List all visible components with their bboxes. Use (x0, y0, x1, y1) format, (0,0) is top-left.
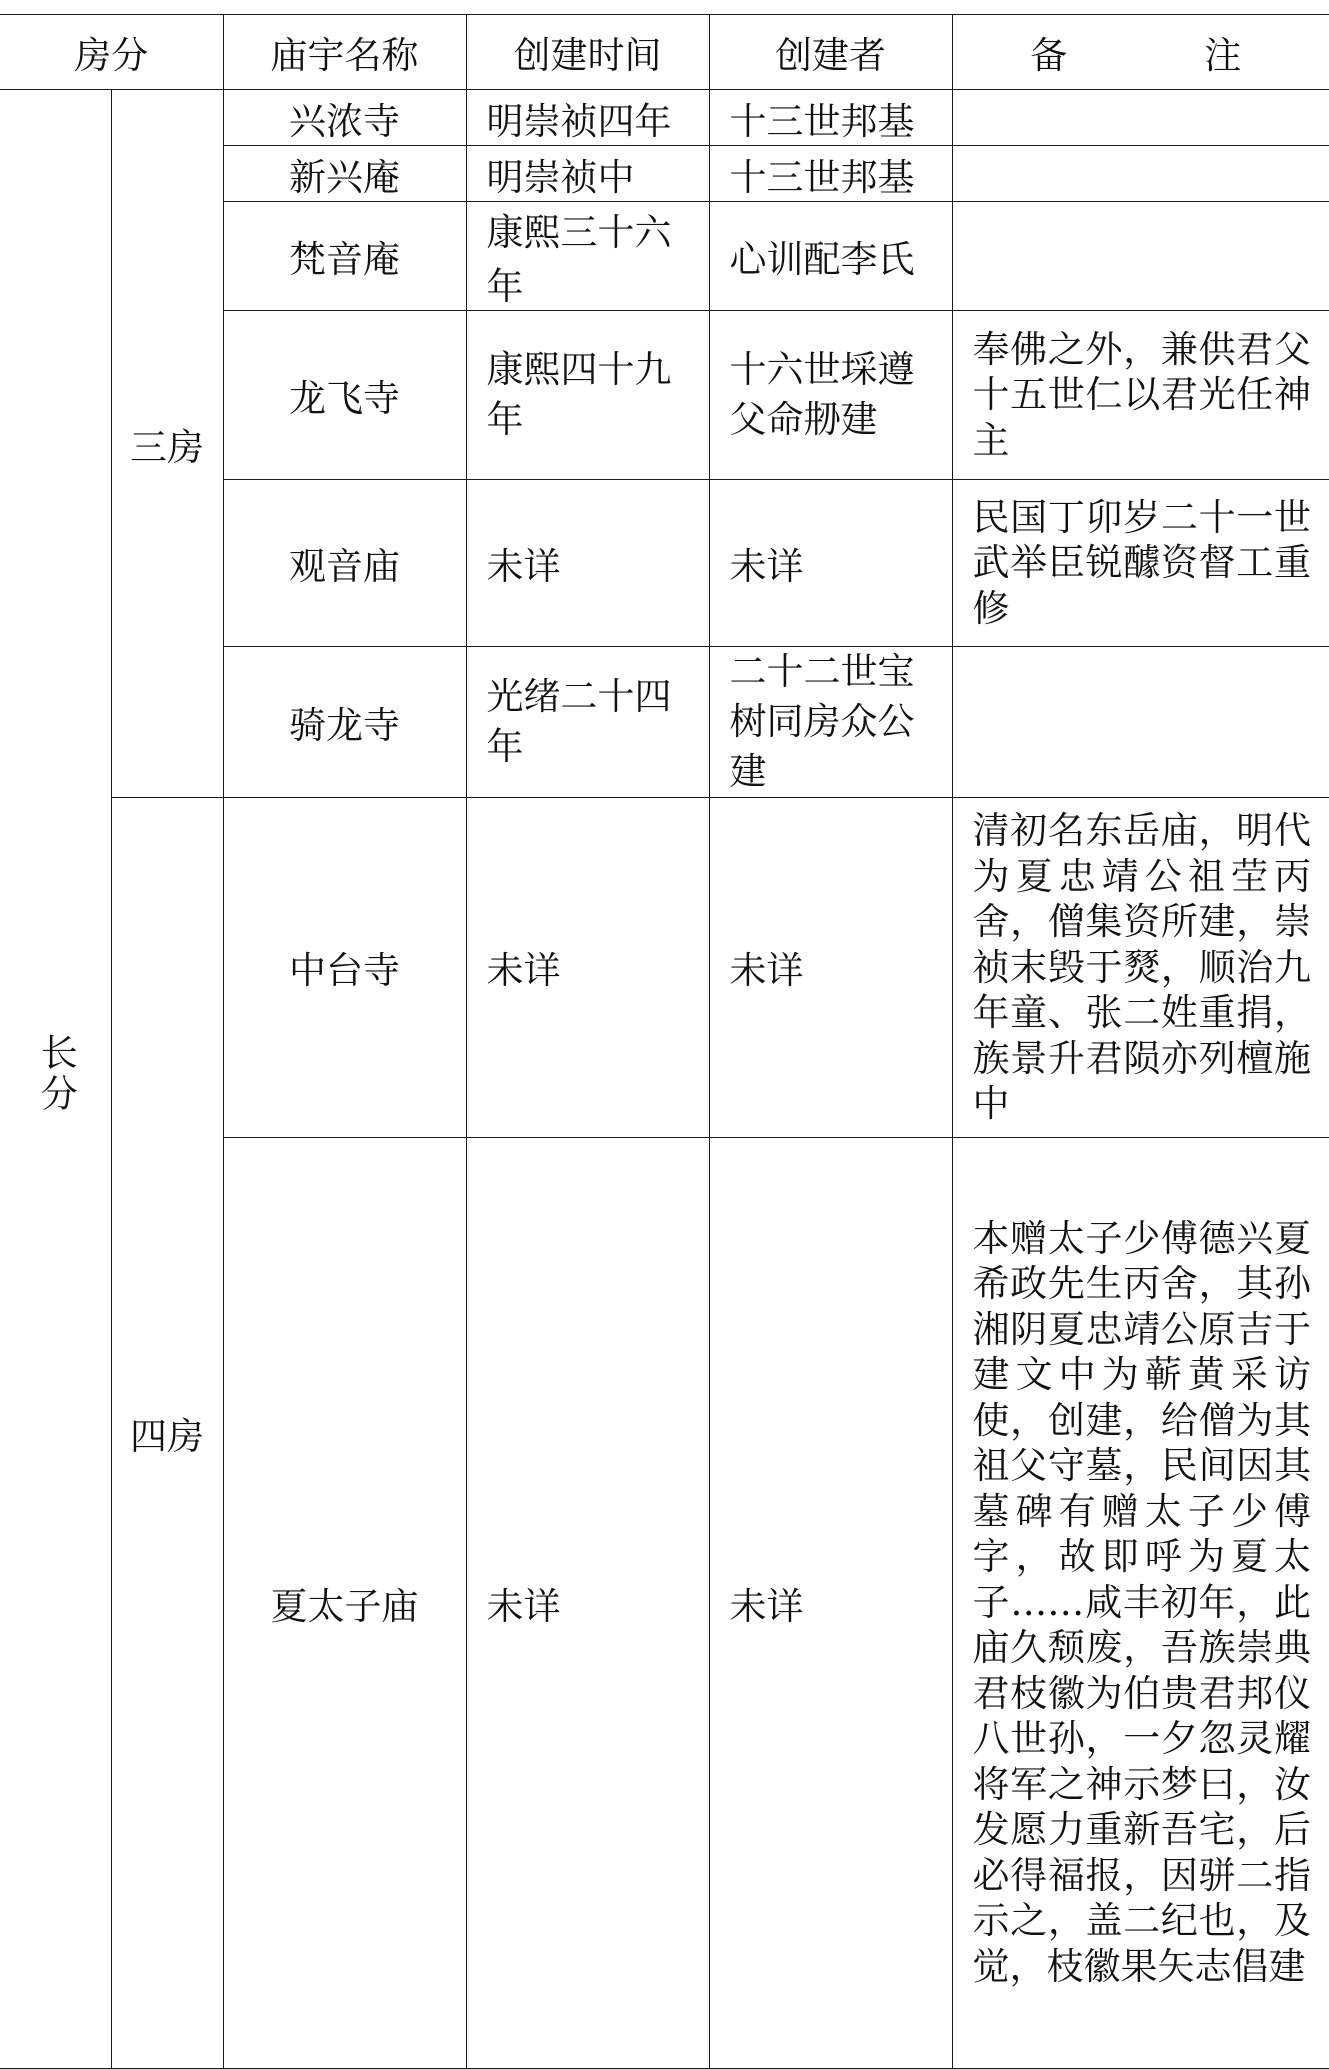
temple-time: 康熙三十六年 (466, 202, 709, 311)
group-sanfang-label: 三房 (130, 425, 204, 469)
temple-name: 梵音庵 (223, 202, 466, 311)
temple-note: 奉佛之外，兼供君父十五世仁以君光任神主 (952, 311, 1329, 480)
temple-note (952, 90, 1329, 146)
temple-time: 康熙四十九年 (466, 311, 709, 480)
header-remarks (952, 15, 1329, 90)
header-temple-name: 庙宇名称 (223, 15, 466, 90)
temple-founder: 十三世邦基 (709, 90, 952, 146)
temple-note: 本赠太子少傅德兴夏希政先生丙舍，其孙湘阴夏忠靖公原吉于建文中为蕲黄采访使，创建，给僧为其祖父守墓，民间因其墓碑有赠太子少傅字，故即呼为夏太子……咸丰初年，此庙久颓废，吾族崇典君枝徽为伯贵君邦仪八世孙，一夕忽灵耀将军之神示梦曰，汝发愿力重新吾宅，后必得福报，因骈二指示之，盖二纪也，及觉，枝徽果矢志倡建 (952, 1137, 1329, 2068)
group-sifang-cell (111, 798, 223, 2069)
temple-founder: 心训配李氏 (709, 202, 952, 311)
temple-founder: 未详 (709, 1137, 952, 2068)
temple-time: 未详 (466, 480, 709, 647)
header-branch: 房分 (0, 15, 223, 90)
header-founded: 创建时间 (466, 15, 709, 90)
group-outer-cell (0, 90, 111, 2069)
table-body (0, 90, 1329, 2069)
temple-time: 明崇祯中 (466, 146, 709, 202)
table-row (0, 798, 1329, 1138)
temple-name: 龙飞寺 (223, 311, 466, 480)
table-row (0, 90, 1329, 146)
temple-name: 中台寺 (223, 798, 466, 1138)
temple-note: 清初名东岳庙，明代为夏忠靖公祖茔丙舍，僧集资所建，崇祯末毁于燹，顺治九年童、张二姓重捐，族景升君陨亦列檀施中 (952, 798, 1329, 1138)
temple-time: 未详 (466, 1137, 709, 2068)
temple-name: 兴浓寺 (223, 90, 466, 146)
temple-note (952, 647, 1329, 798)
group-outer-label: 长分 (34, 1033, 78, 1116)
temple-founder: 未详 (709, 798, 952, 1138)
temple-founder: 二十二世宝树同房众公建 (709, 647, 952, 798)
group-sanfang-cell (111, 90, 223, 798)
temple-time: 光绪二十四年 (466, 647, 709, 798)
temple-founder: 十三世邦基 (709, 146, 952, 202)
temple-note: 民国丁卯岁二十一世武举臣锐醵资督工重修 (952, 480, 1329, 647)
header-founder: 创建者 (709, 15, 952, 90)
temple-name: 骑龙寺 (223, 647, 466, 798)
temple-founder: 未详 (709, 480, 952, 647)
table-header (0, 15, 1329, 90)
group-sifang-label: 四房 (130, 1414, 204, 1458)
temple-time: 未详 (466, 798, 709, 1138)
temple-name: 新兴庵 (223, 146, 466, 202)
temple-founder: 十六世埰遵父命刱建 (709, 311, 952, 480)
temple-note (952, 146, 1329, 202)
temple-time: 明崇祯四年 (466, 90, 709, 146)
header-remarks-text: 备 注 (1030, 34, 1292, 77)
temple-table (0, 14, 1329, 2069)
temple-note (952, 202, 1329, 311)
temple-name: 夏太子庙 (223, 1137, 466, 2068)
temple-name: 观音庙 (223, 480, 466, 647)
